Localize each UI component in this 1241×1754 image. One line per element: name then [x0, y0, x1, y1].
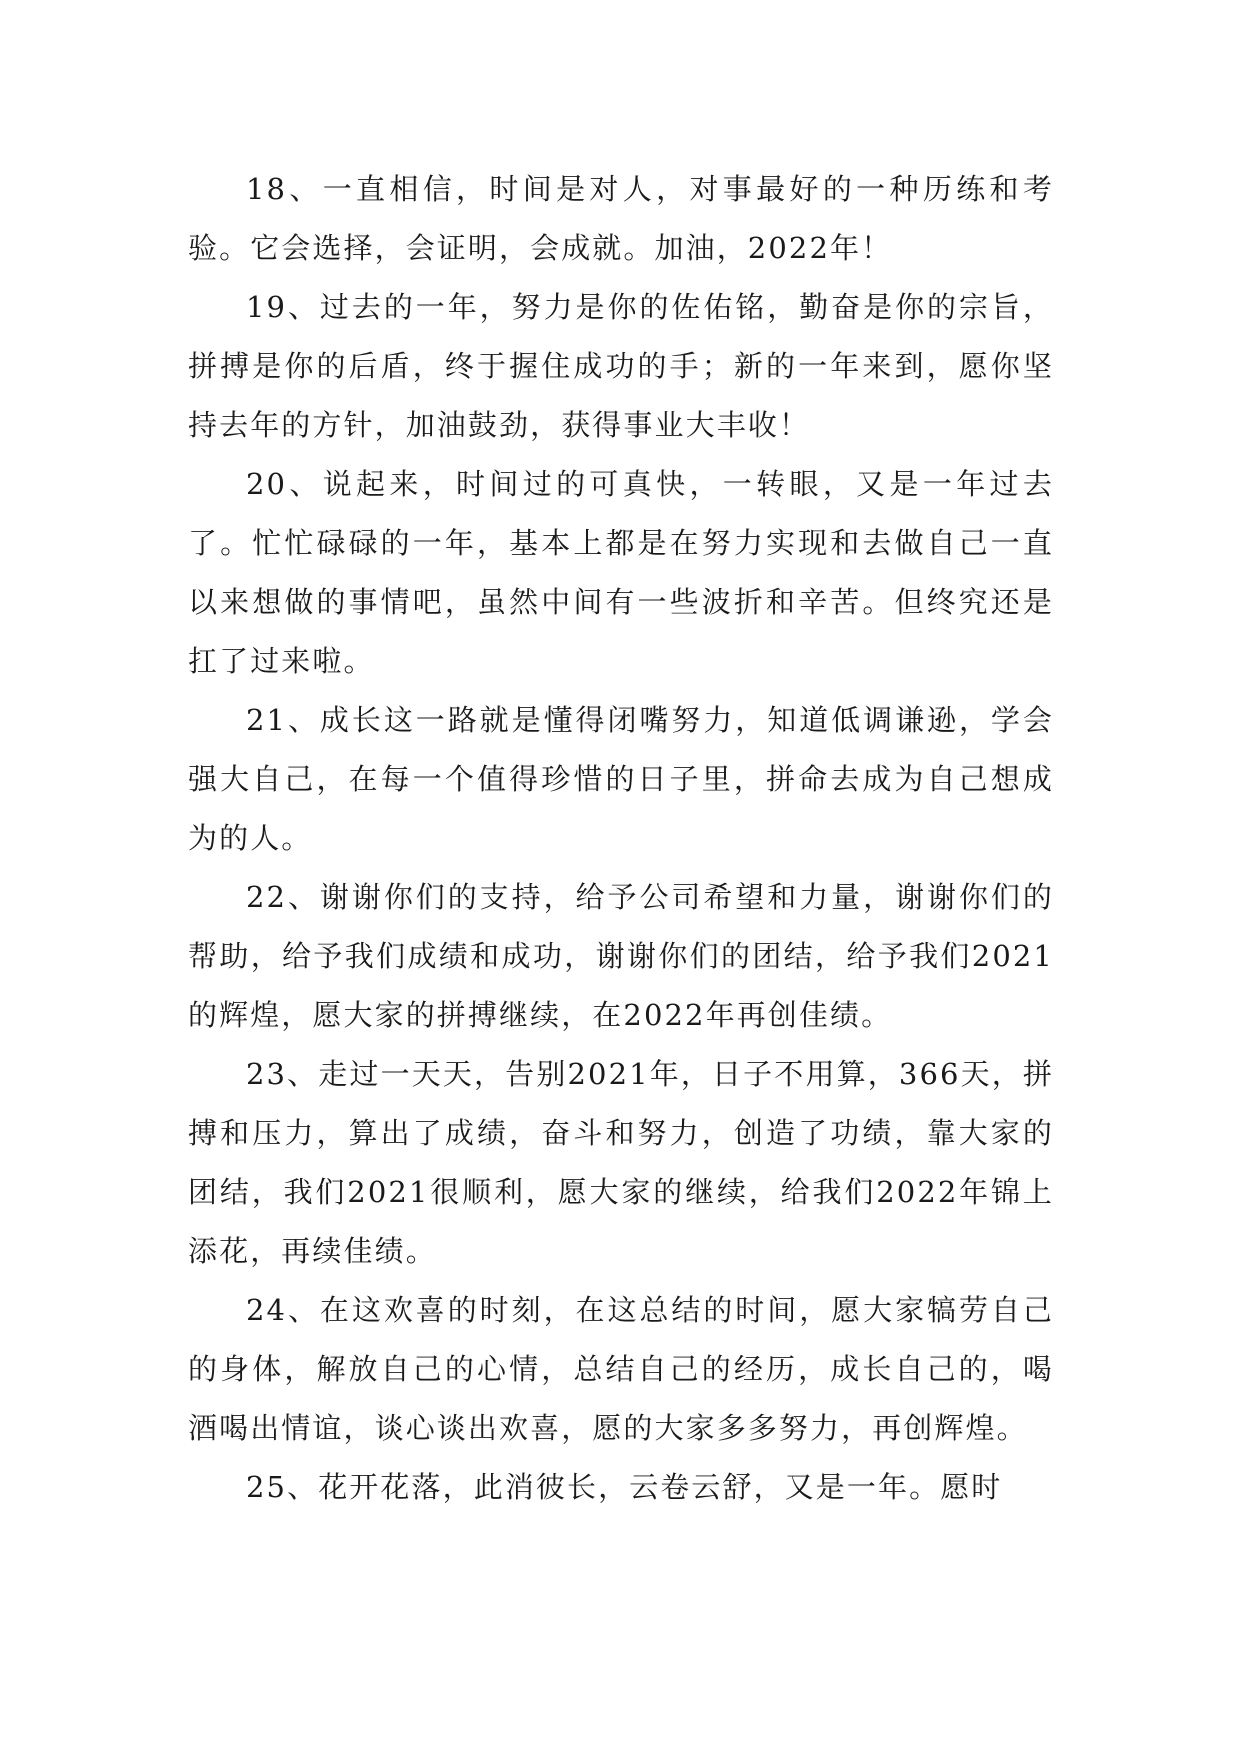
paragraph-21: 21、成长这一路就是懂得闭嘴努力，知道低调谦逊，学会强大自己，在每一个值得珍惜的日子里，拼命去成为自己想成为的人。: [188, 703, 1054, 855]
paragraph-22: 22、谢谢你们的支持，给予公司希望和力量，谢谢你们的帮助，给予我们成绩和成功，谢谢你们的团结，给予我们2021的辉煌，愿大家的拼搏继续，在2022年再创佳绩。: [188, 880, 1054, 1032]
paragraph-18: 18、一直相信，时间是对人，对事最好的一种历练和考验。它会选择，会证明，会成就。加油，2022年！: [188, 172, 1054, 265]
paragraph-24: 24、在这欢喜的时刻，在这总结的时间，愿大家犒劳自己的身体，解放自己的心情，总结自己的经历，成长自己的，喝酒喝出情谊，谈心谈出欢喜，愿的大家多多努力，再创辉煌。: [188, 1293, 1054, 1445]
paragraph-23: 23、走过一天天，告别2021年，日子不用算，366天，拼搏和压力，算出了成绩，奋斗和努力，创造了功绩，靠大家的团结，我们2021很顺利，愿大家的继续，给我们2022年锦上添花，再续佳绩。: [188, 1057, 1054, 1268]
paragraph-25: 25、花开花落，此消彼长，云卷云舒，又是一年。愿时: [246, 1470, 1003, 1504]
document-body: [188, 160, 1054, 1517]
paragraph-19: 19、过去的一年，努力是你的佐佑铭，勤奋是你的宗旨，拼搏是你的后盾，终于握住成功的手；新的一年来到，愿你坚持去年的方针，加油鼓劲，获得事业大丰收！: [188, 290, 1054, 442]
paragraph-20: 20、说起来，时间过的可真快，一转眼，又是一年过去了。忙忙碌碌的一年，基本上都是在努力实现和去做自己一直以来想做的事情吧，虽然中间有一些波折和辛苦。但终究还是扛了过来啦。: [188, 467, 1054, 678]
